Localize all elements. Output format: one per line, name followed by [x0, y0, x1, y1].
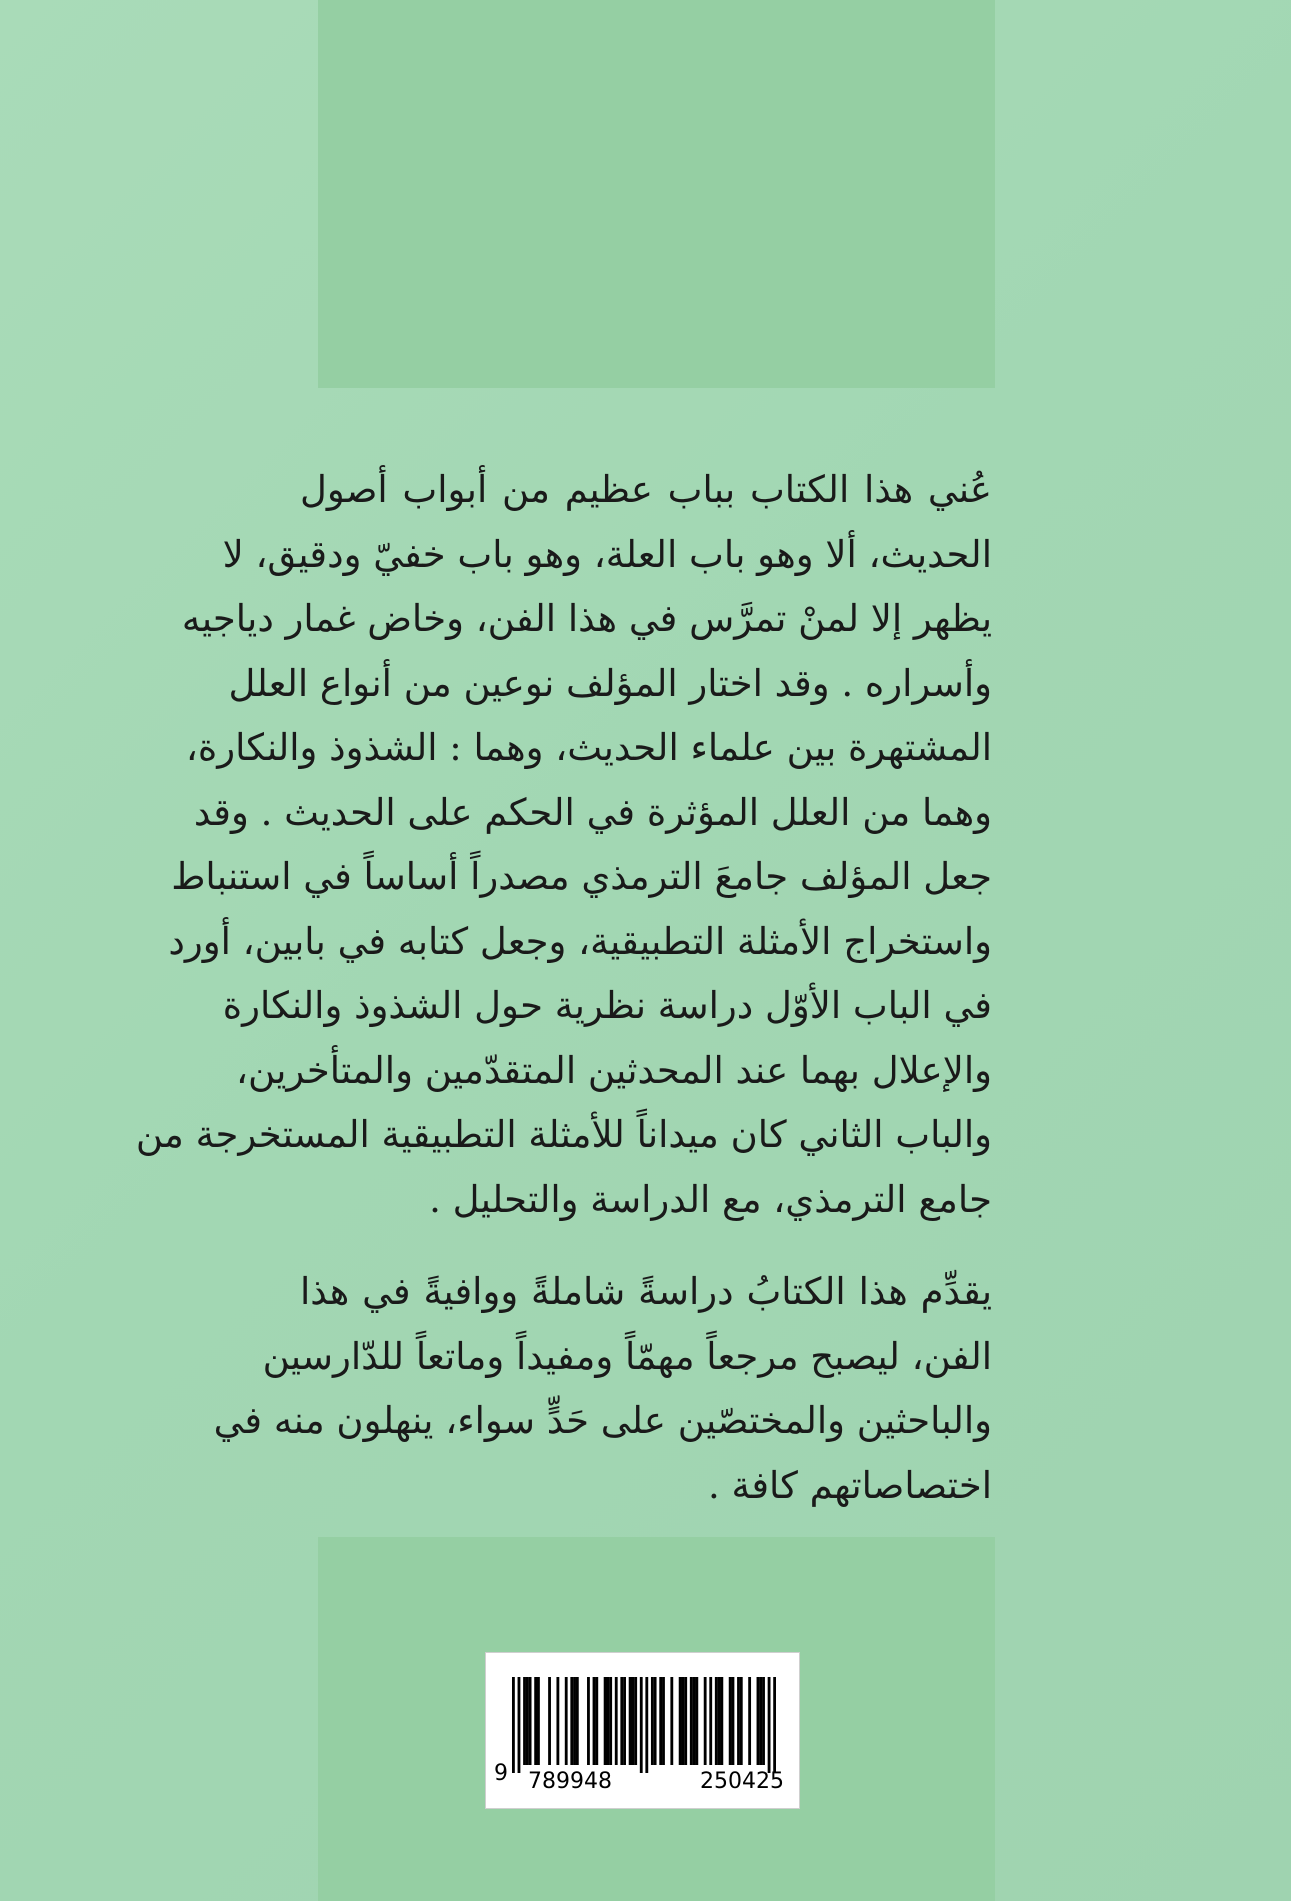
- barcode-digits: [528, 1769, 784, 1794]
- barcode-bar: [570, 1677, 573, 1765]
- barcode-bar: [631, 1677, 634, 1765]
- blurb-line: اختصاصاتهم كافة .: [707, 1463, 992, 1507]
- blurb-line: وهما من العلل المؤثرة في الحكم على الحديث . وقد: [193, 790, 992, 834]
- barcode-bar: [565, 1677, 568, 1765]
- barcode-digit-group-2: 250425: [700, 1769, 784, 1794]
- barcode-bar: [737, 1677, 740, 1765]
- blurb-paragraph-1: [135, 458, 992, 1232]
- barcode-bar: [629, 1677, 632, 1765]
- barcode-bar: [620, 1677, 623, 1765]
- barcode-bar: [651, 1677, 654, 1765]
- blurb-line: المشتهرة بين علماء الحديث، وهما : الشذوذ والنكارة،: [185, 726, 992, 769]
- barcode-bar: [640, 1677, 643, 1773]
- barcode-bar: [604, 1677, 607, 1765]
- blurb-line: والباحثين والمختصّين على حَدٍّ سواء، ينهلون منه في: [213, 1399, 992, 1442]
- barcode-bar: [634, 1677, 637, 1765]
- barcode-bar: [690, 1677, 693, 1765]
- barcode-bar: [526, 1677, 529, 1765]
- barcode-bar: [715, 1677, 718, 1765]
- blurb-line: جعل المؤلف جامعَ الترمذي مصدراً أساساً في استنباط: [171, 855, 992, 898]
- barcode-bar: [595, 1677, 598, 1765]
- blurb-line: واستخراج الأمثلة التطبيقية، وجعل كتابه في بابين، أورد: [168, 919, 992, 963]
- barcode-bar: [606, 1677, 609, 1765]
- barcode-bar: [556, 1677, 559, 1765]
- blurb-line: جامع الترمذي، مع الدراسة والتحليل .: [429, 1177, 992, 1221]
- blurb-text: [135, 458, 992, 1518]
- barcode-bar: [768, 1677, 771, 1773]
- barcode-bar: [670, 1677, 673, 1765]
- barcode-bar: [709, 1677, 712, 1765]
- blurb-line: الفن، ليصبح مرجعاً مهمّاً ومفيداً وماتعاً للدّارسين: [262, 1334, 992, 1378]
- barcode-bar: [512, 1677, 515, 1773]
- barcode-bar: [693, 1677, 696, 1765]
- barcode-bar: [718, 1677, 721, 1765]
- barcode-bar: [534, 1677, 537, 1765]
- barcode-bar: [732, 1677, 735, 1765]
- barcode-bar: [518, 1677, 521, 1773]
- barcode-bar: [548, 1677, 551, 1765]
- barcode-digit-group-1: 789948: [528, 1769, 612, 1794]
- blurb-line: والإعلال بهما عند المحدثين المتقدّمين والمتأخرين،: [236, 1048, 992, 1092]
- barcode-bar: [573, 1677, 576, 1765]
- barcode-bar: [659, 1677, 662, 1765]
- blurb-line: عُني هذا الكتاب بباب عظيم من أبواب أصول: [300, 468, 992, 511]
- barcode-bar: [523, 1677, 526, 1765]
- barcode-bar: [757, 1677, 760, 1765]
- barcode-bar: [762, 1677, 765, 1765]
- blurb-line: يظهر إلا لمنْ تمرَّس في هذا الفن، وخاض غمار دياجيه: [181, 597, 992, 640]
- barcode-bar: [748, 1677, 751, 1765]
- barcode-bar: [593, 1677, 596, 1765]
- barcode-bar: [645, 1677, 648, 1773]
- barcode-bar: [587, 1677, 590, 1765]
- barcode-bar: [654, 1677, 657, 1765]
- barcode-bar: [740, 1677, 743, 1765]
- barcode-bar: [615, 1677, 618, 1765]
- barcode-bar: [529, 1677, 532, 1765]
- blurb-paragraph-2: [213, 1260, 992, 1518]
- barcode-bar: [576, 1677, 579, 1765]
- barcode-lead-digit: 9: [494, 1761, 508, 1786]
- barcode-bar: [679, 1677, 682, 1765]
- blurb-line: يقدِّم هذا الكتابُ دراسةً شاملةً ووافيةً في هذا: [300, 1270, 992, 1313]
- barcode-bar: [759, 1677, 762, 1765]
- blurb-line: في الباب الأوّل دراسة نظرية حول الشذوذ والنكارة: [222, 984, 992, 1027]
- blurb-line: وأسراره . وقد اختار المؤلف نوعين من أنواع العلل: [228, 661, 992, 705]
- barcode-bars: [512, 1677, 776, 1773]
- top-decorative-panel: [318, 0, 995, 388]
- barcode-bar: [704, 1677, 707, 1765]
- barcode-bar: [773, 1677, 776, 1773]
- barcode-bar: [682, 1677, 685, 1765]
- barcode-bar: [695, 1677, 698, 1765]
- barcode-bar: [662, 1677, 665, 1765]
- barcode-bar: [729, 1677, 732, 1765]
- barcode-bar: [537, 1677, 540, 1765]
- blurb-line: الحديث، ألا وهو باب العلة، وهو باب خفيّ ودقيق، لا: [222, 532, 992, 576]
- barcode-bar: [623, 1677, 626, 1765]
- blurb-line: والباب الثاني كان ميداناً للأمثلة التطبيقية المستخرجة من: [135, 1113, 992, 1156]
- barcode-bar: [720, 1677, 723, 1765]
- isbn-barcode: [485, 1652, 800, 1809]
- barcode-bar: [609, 1677, 612, 1765]
- barcode-bar: [684, 1677, 687, 1765]
